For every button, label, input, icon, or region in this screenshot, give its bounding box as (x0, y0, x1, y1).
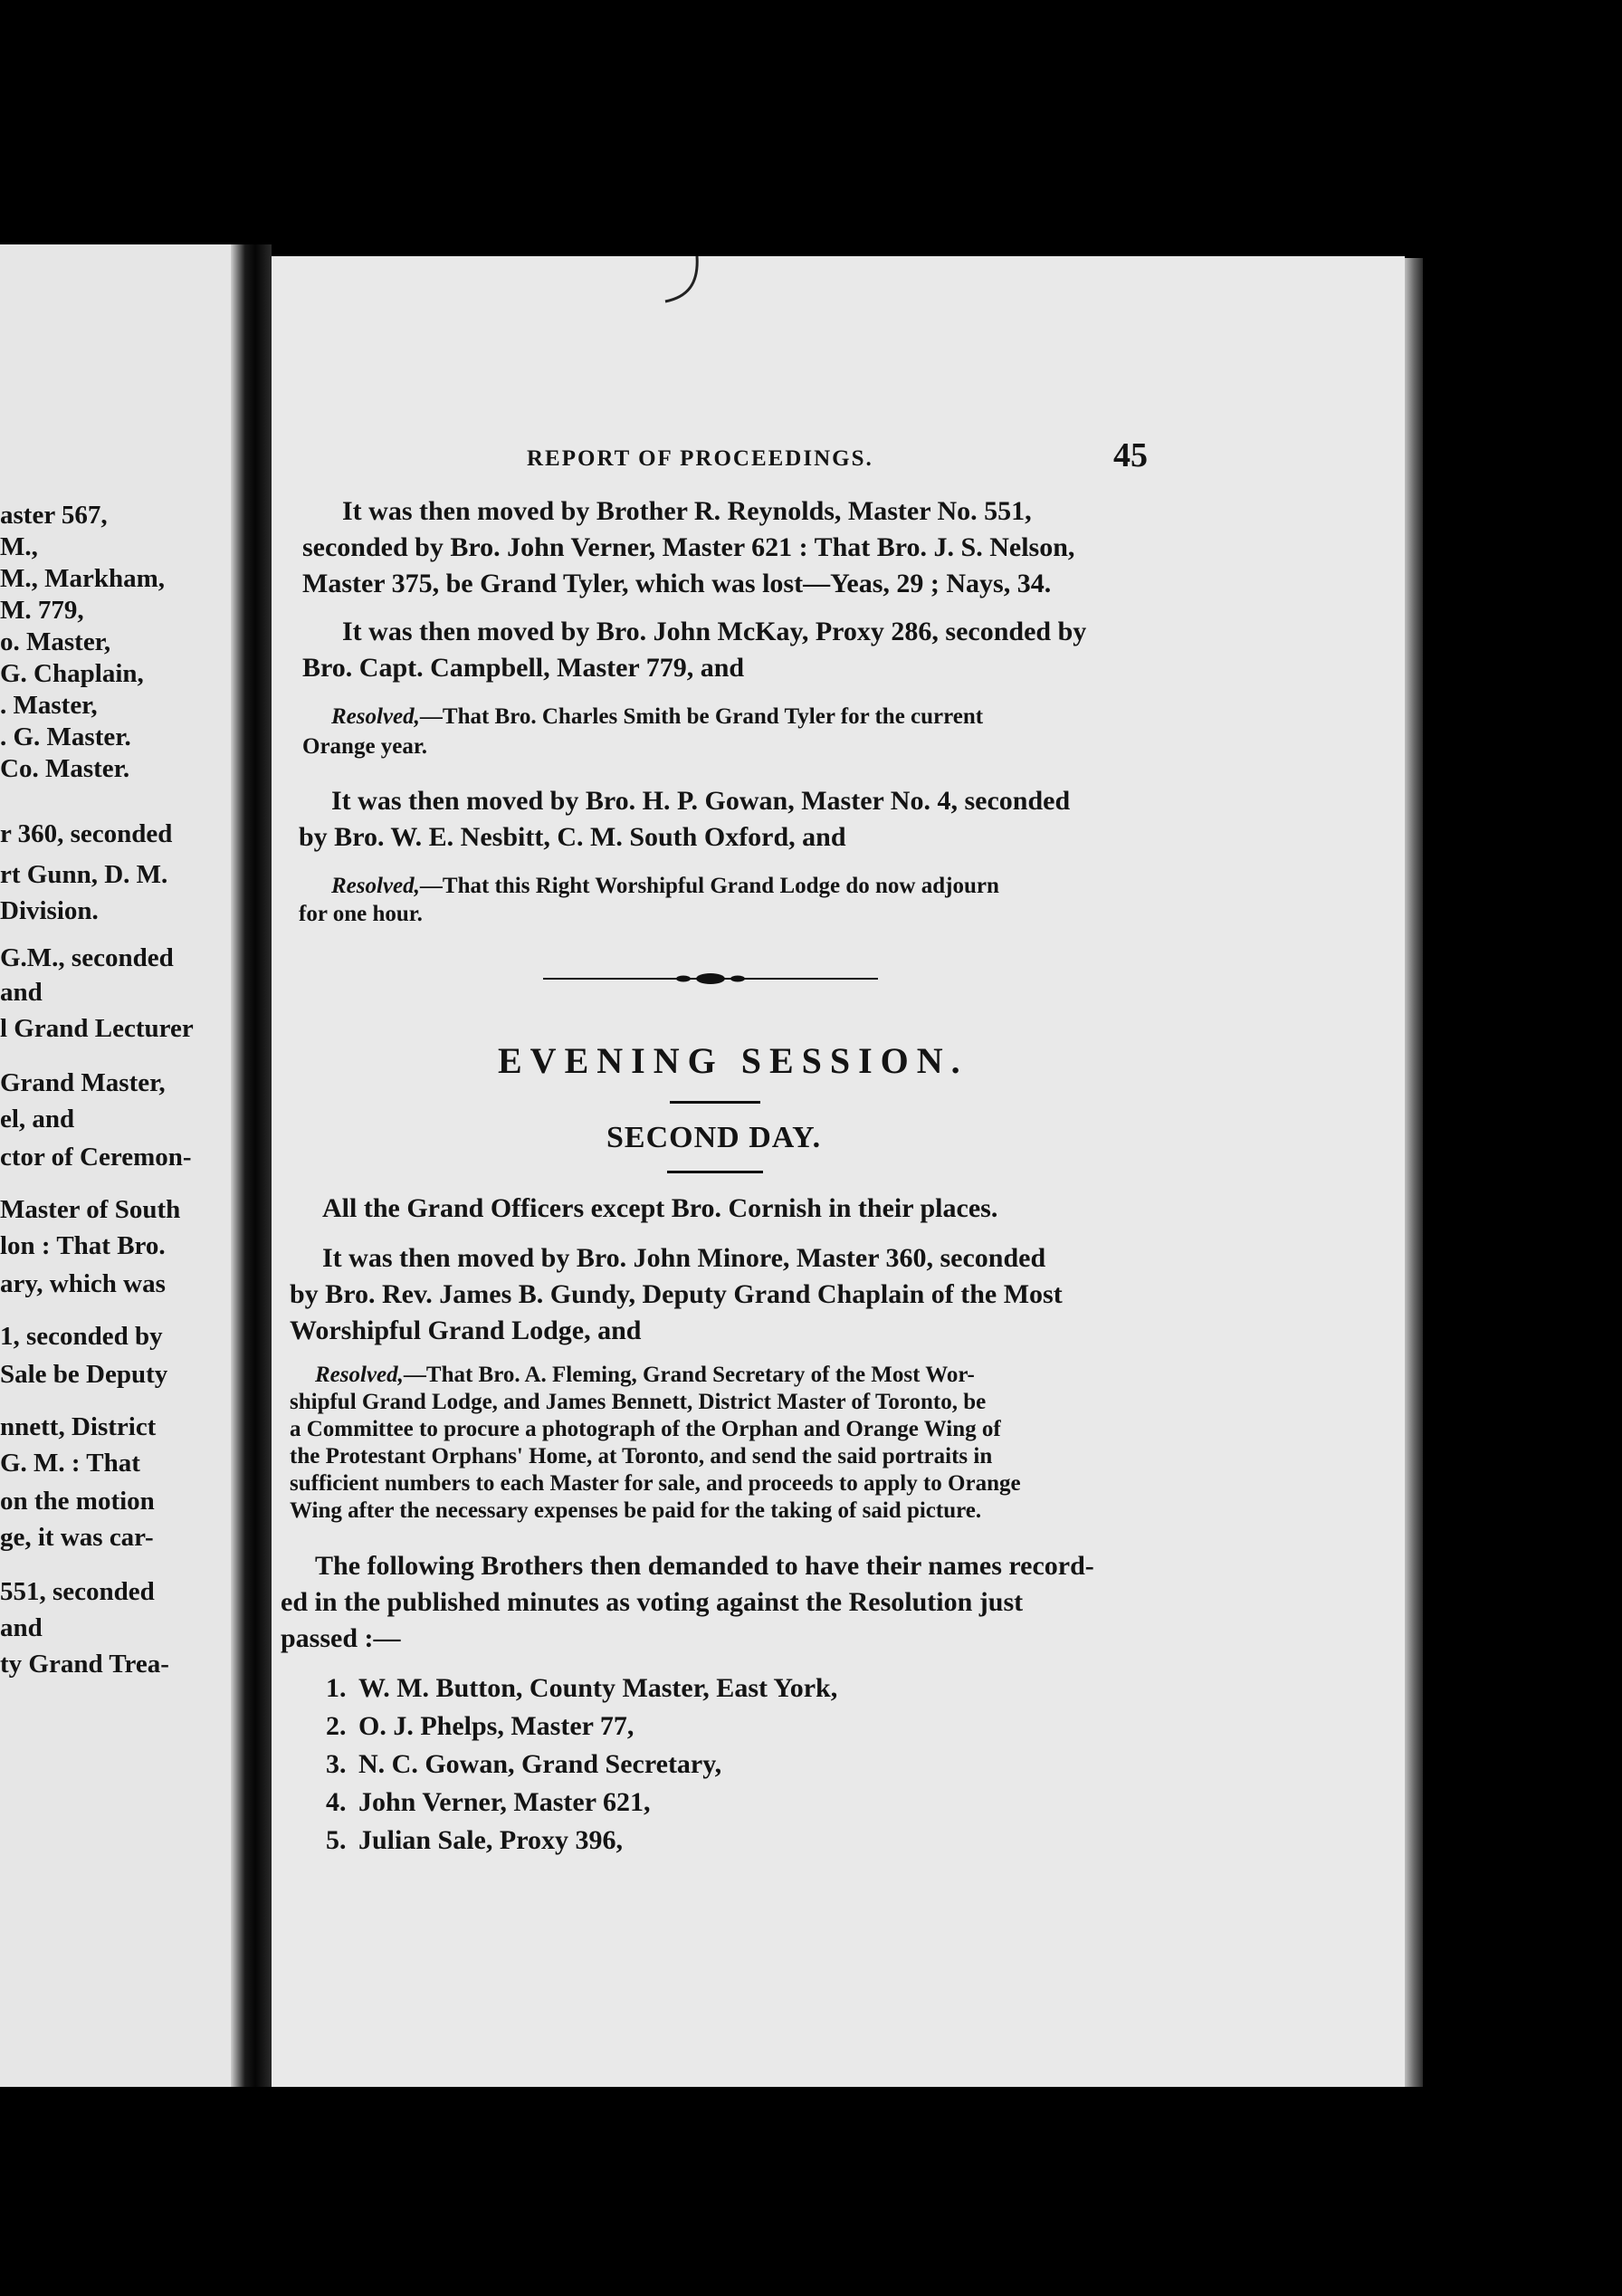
left-text-line: 1, seconded by (0, 1322, 163, 1351)
book-gutter (231, 244, 272, 2087)
list-text: N. C. Gowan, Grand Secretary, (358, 1749, 722, 1779)
resolved-label: Resolved, (315, 1363, 404, 1387)
left-text-line: aster 567, (0, 501, 108, 530)
list-item (326, 1825, 623, 1856)
resolution-line: for one hour. (299, 902, 423, 926)
section-ornament (543, 971, 878, 986)
list-number: 4. (326, 1787, 347, 1817)
left-text-line: G.M., seconded (0, 943, 174, 972)
page-edge (1405, 258, 1423, 2087)
left-text-line: l Grand Lecturer (0, 1014, 194, 1043)
paragraph-line: Worshipful Grand Lodge, and (290, 1315, 642, 1345)
left-text-line: nnett, District (0, 1412, 157, 1441)
left-text-line: . G. Master. (0, 722, 131, 751)
right-page (272, 256, 1405, 2087)
resolution-line: the Protestant Orphans' Home, at Toronto, and send the said portraits in (290, 1444, 993, 1468)
left-text-line: and (0, 1613, 43, 1642)
left-text-line: and (0, 978, 43, 1007)
resolution-line: Orange year. (302, 734, 427, 759)
paragraph-line: It was then moved by Bro. John McKay, Proxy 286, seconded by (342, 617, 1087, 646)
left-text-line: ge, it was car- (0, 1523, 154, 1552)
list-item (326, 1749, 721, 1780)
paragraph-line: by Bro. Rev. James B. Gundy, Deputy Grand Chaplain of the Most (290, 1279, 1063, 1309)
resolved-label: Resolved, (331, 704, 420, 729)
resolution-line: shipful Grand Lodge, and James Bennett, District Master of Toronto, be (290, 1390, 987, 1414)
left-page-fragment (0, 244, 231, 2087)
left-text-line: Co. Master. (0, 754, 130, 783)
resolution-line (315, 1363, 975, 1388)
paragraph-line: All the Grand Officers except Bro. Cornish in their places. (322, 1193, 998, 1223)
title-rule (667, 1171, 763, 1173)
resolution-line: a Committee to procure a photograph of the Orphan and Orange Wing of (290, 1417, 1001, 1441)
paragraph-line: Bro. Capt. Campbell, Master 779, and (302, 653, 745, 683)
left-text-line: rt Gunn, D. M. (0, 860, 168, 889)
list-number: 5. (326, 1825, 347, 1855)
paragraph-line: It was then moved by Bro. John Minore, Master 360, seconded (322, 1243, 1046, 1273)
resolution-text: —That Bro. A. Fleming, Grand Secretary of the Most Wor- (403, 1363, 975, 1387)
page-number: 45 (1113, 436, 1148, 474)
left-text-line: M., (0, 532, 38, 561)
left-text-line: . Master, (0, 691, 98, 720)
paragraph-line: seconded by Bro. John Verner, Master 621 : That Bro. J. S. Nelson, (302, 532, 1075, 562)
left-text-line: G. M. : That (0, 1449, 140, 1478)
left-text-line: o. Master, (0, 627, 111, 656)
list-item (326, 1787, 651, 1818)
resolution-line (331, 874, 999, 899)
paragraph-line: Master 375, be Grand Tyler, which was lost—Yeas, 29 ; Nays, 34. (302, 569, 1052, 598)
session-title: EVENING SESSION. (498, 1040, 968, 1081)
left-text-line: Division. (0, 896, 99, 925)
left-text-line: 551, seconded (0, 1577, 155, 1606)
paragraph-line: The following Brothers then demanded to have their names record- (315, 1551, 1094, 1581)
left-text-line: M., Markham, (0, 564, 166, 593)
left-text-line: r 360, seconded (0, 819, 173, 848)
list-item (326, 1711, 634, 1742)
list-item (326, 1673, 837, 1704)
resolution-line (331, 704, 983, 730)
paragraph-line: by Bro. W. E. Nesbitt, C. M. South Oxford, and (299, 822, 846, 852)
list-text: O. J. Phelps, Master 77, (358, 1711, 634, 1741)
left-text-line: ary, which was (0, 1269, 166, 1298)
paragraph-line: ed in the published minutes as voting against the Resolution just (281, 1587, 1024, 1617)
left-text-line: Sale be Deputy (0, 1360, 168, 1389)
running-head: REPORT OF PROCEEDINGS. (527, 446, 873, 471)
left-text-line: on the motion (0, 1487, 155, 1516)
list-number: 2. (326, 1711, 347, 1741)
left-text-line: Master of South (0, 1195, 181, 1224)
paragraph-line: passed :— (281, 1623, 401, 1653)
left-text-line: lon : That Bro. (0, 1231, 166, 1260)
resolution-text: —That Bro. Charles Smith be Grand Tyler for the current (419, 704, 984, 729)
pen-mark (652, 256, 724, 320)
paragraph-line: It was then moved by Bro. H. P. Gowan, Master No. 4, seconded (331, 786, 1071, 816)
list-text: Julian Sale, Proxy 396, (358, 1825, 623, 1855)
left-text-line: Grand Master, (0, 1068, 166, 1097)
paragraph-line: It was then moved by Brother R. Reynolds, Master No. 551, (342, 496, 1032, 526)
left-text-line: ctor of Ceremon- (0, 1143, 192, 1172)
resolved-label: Resolved, (331, 874, 420, 898)
resolution-line: sufficient numbers to each Master for sale, and proceeds to apply to Orange (290, 1471, 1021, 1496)
list-text: John Verner, Master 621, (358, 1787, 651, 1817)
left-text-line: M. 779, (0, 596, 84, 625)
resolution-text: —That this Right Worshipful Grand Lodge do now adjourn (419, 874, 999, 898)
list-text: W. M. Button, County Master, East York, (358, 1673, 838, 1703)
resolution-line: Wing after the necessary expenses be paid for the taking of said picture. (290, 1498, 982, 1523)
left-text-line: ty Grand Trea- (0, 1650, 169, 1679)
left-text-line: G. Chaplain, (0, 659, 144, 688)
title-rule (670, 1101, 760, 1104)
list-number: 3. (326, 1749, 347, 1779)
left-text-line: el, and (0, 1105, 75, 1134)
list-number: 1. (326, 1673, 347, 1703)
day-title: SECOND DAY. (606, 1121, 822, 1154)
